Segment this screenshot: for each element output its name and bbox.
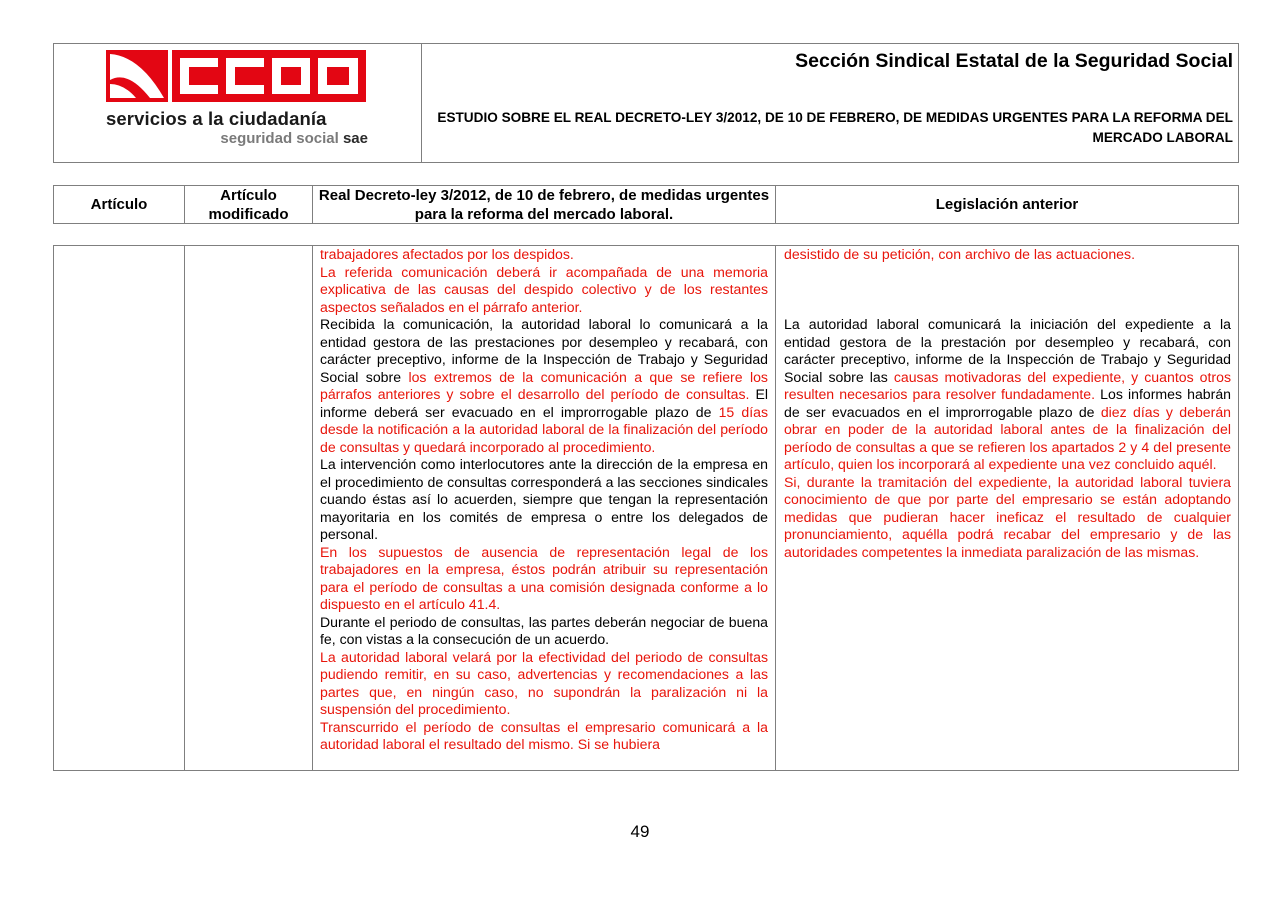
logo-subline-sae: sae [342,130,368,147]
document-header [53,43,1239,163]
header-legislacion-anterior: Legislación anterior [935,196,1079,213]
law-paragraph: La autoridad laboral velará por la efectividad del periodo de consultas pudiendo remitir, en su caso, advertencias y recomendaciones a las partes que, en ningún caso, no supondrán la paralización ni la suspensión del procedimiento. [320,648,768,717]
cell-old-law [776,246,1238,770]
law-text-segment: La autoridad laboral comunicará la iniciación del expediente a la entidad gestora de la prestación por desempleo y recabará, con carácter preceptivo, informe de la Inspección de Trabajo y Seguridad Social sobre las [784,316,1231,385]
law-paragraph [784,316,1231,474]
law-paragraph: Durante el periodo de consultas, las partes deberán negociar de buena fe, con vistas a la consecución de un acuerdo. [320,613,768,647]
law-paragraph: desistido de su petición, con archivo de las actuaciones. [784,246,1135,262]
comparison-table-body [53,245,1239,771]
law-paragraph: En los supuestos de ausencia de representación legal de los trabajadores en la empresa, éstos podrán atribuir su representación para el período de consultas a una comisión designada conforme a lo dispuesto en el artículo 41.4. [320,543,768,612]
cell-articulo-modificado [185,246,313,770]
header-articulo: Artículo [54,186,185,223]
title-cell [422,44,1238,162]
law-paragraph: trabajadores afectados por los despidos. [320,246,574,262]
cell-new-law [313,246,776,770]
law-paragraph: Si, durante la tramitación del expediente, la autoridad laboral tuviera conocimiento de que por parte del empresario se están adoptando medidas que pudieran hacer ineficaz el resultado de cualquier pronunciamiento, aquélla podrá recabar del empresario y de las autoridades competentes la inmediata paralización de las mismas. [784,473,1231,560]
law-paragraph: La referida comunicación deberá ir acompañada de una memoria explicativa de las causas del despido colectivo y de los restantes aspectos señalados en el párrafo anterior. [320,263,768,315]
law-text-segment: 15 días desde la notificación a la autoridad laboral de la finalización del período de consultas y quedará incorporado al procedimiento. [320,403,768,455]
logo-cell [54,44,422,162]
document-subtitle: ESTUDIO SOBRE EL REAL DECRETO-LEY 3/2012, DE 10 DE FEBRERO, DE MEDIDAS URGENTES PARA LA REFORMA DEL MERCADO LABORAL [437,110,1233,145]
paragraph-gap [784,264,1231,317]
ccoo-logo [106,50,366,102]
logo-tagline: servicios a la ciudadanía [106,108,327,129]
document-title: Sección Sindical Estatal de la Seguridad Social [795,50,1233,72]
header-real-decreto: Real Decreto-ley 3/2012, de 10 de febrero, de medidas urgentes para la reforma del mercado laboral. [313,186,776,223]
law-text-segment: diez días y deberán obrar en poder de la autoridad laboral antes de la finalización del período de consultas a que se refieren los apartados 2 y 4 del presente artículo, quien los incorporará al expediente una vez concluido aquél. [784,403,1232,472]
cell-articulo [54,246,185,770]
logo-subline [54,130,368,147]
logo-subline-text: seguridad social [220,130,339,147]
law-text-segment: los extremos de la comunicación a que se refiere los párrafos anteriores y sobre el desarrollo del período de consultas. [320,368,768,402]
page-number: 49 [630,822,650,841]
table-header-row [53,185,1239,224]
law-paragraph: Transcurrido el período de consultas el empresario comunicará a la autoridad laboral el resultado del mismo. Si se hubiera [320,718,768,752]
law-text-segment: causas motivadoras del expediente, y cuantos otros resulten necesarios para resolver fundadamente. [784,368,1232,402]
law-paragraph: La intervención como interlocutores ante la dirección de la empresa en el procedimiento de consultas corresponderá a las secciones sindicales cuando éstas así lo acuerden, siempre que tengan la representación mayoritaria en los comités de empresa o entre los delegados de personal. [320,456,768,542]
law-text-segment: Los informes habrán de ser evacuados en el improrrogable plazo de [784,386,1232,420]
header-articulo-modificado: Artículo modificado [185,186,313,223]
law-text-segment: El informe deberá ser evacuado en el improrrogable plazo de [320,386,769,420]
law-paragraph [320,316,768,456]
law-text-segment: Recibida la comunicación, la autoridad laboral lo comunicará a la entidad gestora de las prestaciones por desempleo y recabará, con carácter preceptivo, informe de la Inspección de Trabajo y Seguridad Social sobre [320,316,768,385]
